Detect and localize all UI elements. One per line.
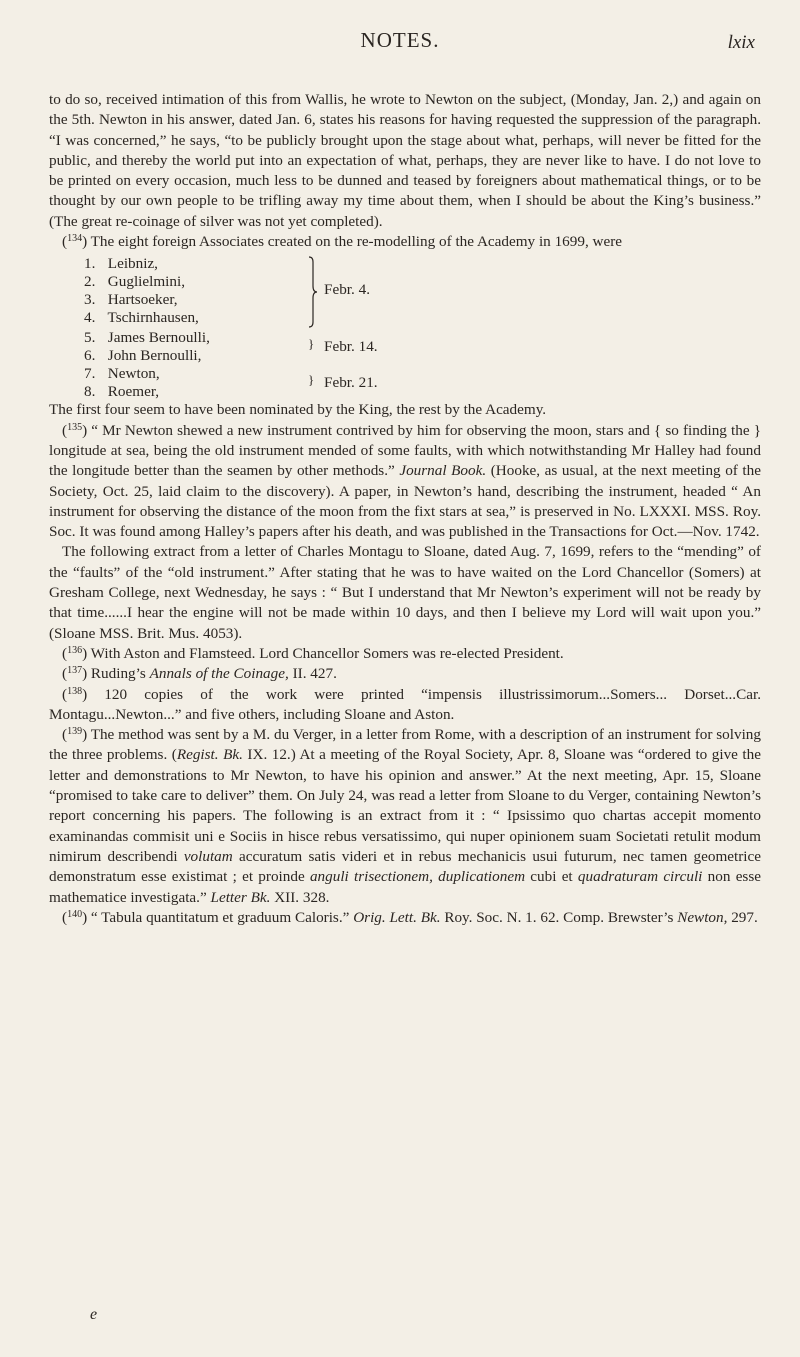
item-number: 3. — [84, 291, 96, 309]
book-title: Newton, — [677, 908, 728, 926]
page-number: lxix — [727, 32, 755, 53]
note-139-text: cubi et — [525, 868, 578, 886]
note-140-quote: “ Tabula quantitatum et graduum Caloris.” — [90, 908, 350, 926]
signature-mark: e — [90, 1306, 98, 1323]
brace-icon — [308, 256, 318, 328]
associate-name: Hartsoeker, — [107, 291, 178, 309]
note-134-text: The eight foreign Associates created on the re-modelling of the Academy in 1699, were — [90, 233, 623, 251]
date-group-2: Febr. 14. — [324, 338, 378, 356]
running-head: NOTES. — [360, 28, 440, 52]
note-138: ($^{138}$) 120 copies of the work were printed “impensis illustrissimorum...Somers... Dorset...Car. Montagu...Newton...” and five others, including Sloane and Aston. — [49, 685, 761, 723]
note-140-ref: 297. — [727, 908, 758, 926]
note-136-text: With Aston and Flamsteed. Lord Chancellor Somers was re-elected President. — [90, 644, 564, 662]
item-number: 2. — [84, 273, 96, 291]
note-number: 137 — [67, 665, 83, 677]
note-number: 140 — [67, 908, 83, 920]
item-number: 6. — [84, 347, 96, 365]
note-134: ($^{134}$) The eight foreign Associates created on the re-modelling of the Academy in 1699, were — [62, 233, 623, 251]
latin-term: anguli trisectionem, duplicationem — [309, 868, 526, 886]
associate-name: Tschirnhausen, — [107, 309, 199, 327]
note-number: 135 — [67, 421, 83, 433]
paragraph-intro: to do so, received intimation of this from Wallis, he wrote to Newton on the subject, (Monday, Jan. 2,) and again on the 5th. Newton in his answer, dated Jan. 6, states his reasons for having requested the suppression of the paragraph. “I was concerned,” he says, “to be publicly brought upon the stage about what, perhaps, will never be fitted for the public, and thereby the world put into an expectation of what, perhaps, they are never like to have. I do not love to be printed on every occasion, much less to be dunned and teased by foreigners about mathematical things, or to be thought by our own people to be trifling away my time about them, when I should be about the King’s business.” (The great re-coinage of silver was not yet completed). — [49, 91, 761, 230]
item-number: 5. — [84, 329, 96, 347]
note-number: 134 — [67, 233, 83, 245]
note-139-ref: XII. 328. — [270, 888, 330, 906]
letter-book-ref: Letter Bk. — [210, 888, 271, 906]
list-item — [84, 328, 210, 348]
page-header — [0, 22, 800, 62]
page-body — [49, 90, 761, 928]
note-135-extract: The following extract from a letter of Charles Montagu to Sloane, dated Aug. 7, 1699, refers to the “mending” of the “faults” of the “old instrument.” After stating that he was to have waited on the Lord Chancellor (Somers) at Gresham College, next Wednesday, he says : “ But I understand that Mr Newton’s experiment will not be ready by that time......I hear the engine will not be made within 10 days, and then I believe my Lord will wait upon you.” (Sloane MSS. Brit. Mus. 4053). — [49, 543, 761, 642]
list-item — [84, 364, 160, 384]
note-139: ($^{139}$) The method was sent by a M. du Verger, in a letter from Rome, with a description of an instrument for solving the three problems. (Regist. Bk. IX. 12.) At a meeting of the Royal Society, Apr. 8, Sloane was “ordered to give the letter and demonstrations to Mr Newton, to have his opinion and answer.” At the next meeting, Apr. 15, Sloane “promised to take care to deliver” them. On July 24, was read a letter from Sloane to du Verger, containing Newton’s report concerning his papers. The following is an extract from it : “ Ipsissimo quo chartas accepit momento examinandas commisit uni e Sociis in hisce rebus versatissimo, qui nuper opinionem suam Societati retulit modum nimirum describendi volutam accuratum satis videri et in rebus mechanicis usui futurum, nec tamen geometrice demonstratum esse existimat ; et proinde anguli trisectionem, duplicationem cubi et quadraturam circuli non esse mathematice investigata.” Letter Bk. XII. 328. — [49, 726, 761, 906]
date-group-3: Febr. 21. — [324, 374, 378, 392]
note-136: ($^{136}$) With Aston and Flamsteed. Lord Chancellor Somers was re-elected President. — [62, 644, 564, 662]
associate-name: Leibniz, — [107, 255, 158, 273]
note-135-quote: “ Mr Newton shewed a new instrument contrived by him for observing the moon, stars and { so finding the } longitude at sea, being the old instrument mended of some faults, with which notwithstanding Mr Halley had found the longitude better than the seamen by other methods.” — [49, 421, 761, 480]
journal-book-ref: Journal Book. — [399, 462, 487, 480]
latin-term: volutam — [183, 847, 233, 865]
latin-term: quadraturam circuli — [577, 868, 703, 886]
associates-list — [84, 252, 761, 400]
note-139-text: accuratum satis videri et in rebus mechanicis usui futurum, nec tamen geometrice demonstratum esse existimat ; et proinde — [49, 847, 761, 886]
note-135: ($^{135}$) “ Mr Newton shewed a new instrument contrived by him for observing the moon, stars and { so finding the } longitude at sea, being the old instrument mended of some faults, with which notwithstanding Mr Halley had found the longitude better than the seamen by other methods.” Journal Book. (Hooke, as usual, at the next meeting of the Society, Oct. 25, laid claim to the discovery). A paper, in Newton’s hand, describing the instrument, headed “ An instrument for observing the distance of the moon from the fixt stars at sea,” is preserved in No. LXXXI. MSS. Roy. Soc. It was found among Halley’s papers after his death, and was published in the Transactions for Oct.—Nov. 1742. — [49, 421, 761, 541]
associate-name: John Bernoulli, — [107, 347, 202, 365]
orig-letter-book-ref: Orig. Lett. Bk. — [353, 908, 441, 926]
associate-name: James Bernoulli, — [107, 329, 210, 347]
list-item — [84, 290, 178, 310]
list-item — [84, 272, 185, 292]
list-item — [84, 382, 159, 402]
note-number: 136 — [67, 644, 83, 656]
list-item — [84, 308, 199, 328]
item-number: 8. — [84, 383, 96, 401]
note-134-after: The first four seem to have been nominated by the King, the rest by the Academy. — [49, 401, 547, 419]
note-138-text: 120 copies of the work were printed “impensis illustrissimorum...Somers... Dorset...Car. Montagu...Newton...” and five others, including Sloane and Aston. — [49, 685, 761, 723]
associate-name: Guglielmini, — [107, 273, 185, 291]
item-number: 7. — [84, 365, 96, 383]
register-book-ref: Regist. Bk. — [176, 746, 243, 764]
note-139-text: non esse mathematice investigata.” — [49, 868, 761, 906]
associate-name: Roemer, — [107, 383, 160, 401]
associate-name: Newton, — [107, 365, 160, 383]
note-number: 138 — [67, 685, 83, 697]
brace-icon: } — [308, 336, 315, 352]
note-139-text: The method was sent by a M. du Verger, in a letter from Rome, with a description of an instrument for solving the three problems. ( — [49, 726, 761, 764]
book-title: Annals of the Coinage, — [149, 665, 289, 683]
note-number: 139 — [67, 726, 83, 738]
brace-icon: } — [308, 372, 315, 388]
note-139-text: IX. 12.) At a meeting of the Royal Society, Apr. 8, Sloane was “ordered to give the letter and demonstrations to Mr Newton, to have his opinion and answer.” At the next meeting, Apr. 15, Sloane “promised to take care to deliver” them. On July 24, was read a letter from Sloane to du Verger, containing Newton’s report concerning his papers. The following is an extract from it : “ Ipsissimo quo chartas accepit momento examinandas commisit uni e Sociis in hisce rebus versatissimo, qui nuper opinionem suam Societati retulit modum nimirum describendi — [49, 746, 761, 865]
item-number: 1. — [84, 255, 96, 273]
list-item — [84, 254, 158, 274]
date-group-1: Febr. 4. — [324, 281, 370, 299]
note-137-pre: Ruding’s — [90, 665, 150, 683]
item-number: 4. — [84, 309, 96, 327]
list-item — [84, 346, 201, 366]
note-137: ($^{137}$) Ruding’s Annals of the Coinage, II. 427. — [62, 665, 337, 683]
note-140-text: Roy. Soc. N. 1. 62. Comp. Brewster’s — [440, 908, 678, 926]
note-140: ($^{140}$) “ Tabula quantitatum et graduum Caloris.” Orig. Lett. Bk. Roy. Soc. N. 1. 62. Comp. Brewster’s Newton, 297. — [62, 908, 758, 926]
note-135-text: (Hooke, as usual, at the next meeting of the Society, Oct. 25, laid claim to the discovery). A paper, in Newton’s hand, describing the instrument, headed “ An instrument for observing the distance of the moon from the fixt stars at sea,” is preserved in No. LXXXI. MSS. Roy. Soc. It was found among Halley’s papers after his death, and was published in the Transactions for Oct.—Nov. 1742. — [49, 462, 761, 541]
note-137-ref: II. 427. — [288, 665, 337, 683]
